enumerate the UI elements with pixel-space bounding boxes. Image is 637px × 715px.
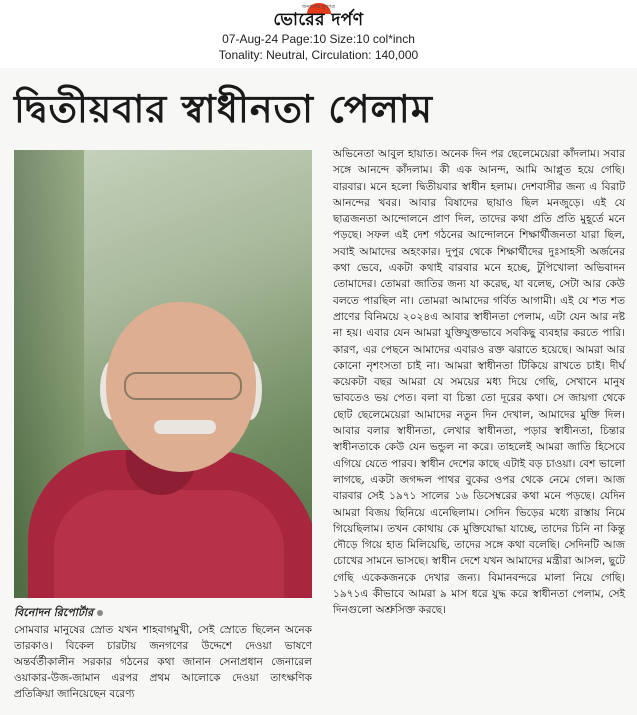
newspaper-logo: ভোরের দর্পণ [273, 10, 364, 30]
article-paragraph-left: সোমবার মানুষের স্রোত যখন শাহবাগমুখী, সেই স্রোতে ছিলেন অনেক তারকাও। বিকেল চারটায় জনগণের উদ্দেশে দেওয়া ভাষণে অন্তর্বর্তীকালীন সরকার গঠনের কথা জানান সেনাপ্রধান জেনারেল ওয়াকার-উজ-জামান এরপর প্রথম আলোকে দেওয়া তাৎক্ষণিক প্রতিক্রিয়া জানিয়েছেন বরেণ্য [14, 624, 312, 700]
glasses-icon [124, 372, 242, 400]
byline-text: বিনোদন রিপোর্টার [14, 606, 94, 619]
masthead-tagline: জনগণের মুখপত্র [301, 4, 336, 10]
masthead [0, 0, 637, 68]
article-headline: দ্বিতীয়বার স্বাধীনতা পেলাম [14, 86, 433, 131]
portrait-photo [14, 150, 312, 598]
clip-stats: Tonality: Neutral, Circulation: 140,000 [218, 48, 419, 62]
article-column-left [14, 622, 312, 702]
article-column-right [333, 146, 625, 619]
bullet-icon [97, 610, 103, 616]
clip-info: 07-Aug-24 Page:10 Size:10 col*inch [222, 32, 415, 46]
byline [14, 604, 103, 623]
article-paragraph-right: অভিনেতা আবুল হায়াত। অনেক দিন পর ছেলেমেয়েরা কাঁদলাম। সবার সঙ্গে আনন্দে কাঁদলাম। কী এক আনন্দ, আমি আপ্লুত হয়ে গেছি। বারবার। মনে হলো দ্বিতীয়বার স্বাধীন হলাম। দেশবাসীর জন্য এ বিরাট আনন্দের খবর। আবার বিষাদের ছায়াও ছিল মনজুড়ে। এই যে ছাত্রজনতা আন্দোলনে প্রাণ দিল, তাদের কথা প্রতি প্রতি মুহূর্তে মনে পড়ছে। সফল এই দেশ গঠনের আন্দোলনে শিক্ষার্থীজনতা যারা ছিল, সবাই আমাদের অহংকার। দুপুর থেকে শিক্ষার্থীদের দুঃসাহসী অর্জনের কথা ভেবে, একটা কথাই বারবার মনে হচ্ছে, টুপিখোলা অভিবাদন তোমাদের। তোমরা জাতির জন্য যা করেছ, যা বলেছ, সেটা আর কেউ বলতে পারছিল না। তোমরা আমাদের গর্বিত আগামী। এই যে শত শত প্রাণের বিনিময়ে ২০২৪এ আবার স্বাধীনতা পেলাম, এটা যেন আর নষ্ট না হয়। এবার যেন আমরা যুক্তিযুক্তভাবে সবকিছু ব্যবহার করতে পারি। কারণ, এর পেছনে আমাদের এবারও রক্ত ঝরাতে হয়েছে। আমরা আর কোনো নৃশংসতা চাই না। আমরা স্বাধীনতা টিকিয়ে রাখতে চাই। দীর্ঘ কয়েকটা বছর আমরা যে সময়ের মধ্য দিয়ে গেছি, সেখানে মানুষ ভাবতেও ভয় পেত। বলা বা চিন্তা তো দূরের কথা। সে জায়গা থেকে ছোট ছেলেমেয়েরা আমাদের নতুন দিন দেখাল, আমাদের মুক্তি দিল। আবার বলার স্বাধীনতা, লেখার স্বাধীনতা, পড়ার স্বাধীনতা, চিন্তার স্বাধীনতাকে কেউ যেন ভন্ডুল না করে। তাহলেই আমরা জাতি হিসেবে এগিয়ে যেতে পারব। স্বাধীন দেশের কাছে এটাই বড় চাওয়া। বেশ ভালো লাগছে, একটা জগদ্দল পাথর বুকের ওপর থেকে নেমে গেল। আজ বারবার সেই ১৯৭১ সালের ১৬ ডিসেম্বরের কথা মনে পড়ছে। যেদিন আমরা বিজয় ছিনিয়ে এনেছিলাম। সেদিন ভিড়ের মধ্যে রাস্তায় নিমে গিয়েছিলাম। তখন কোথায় কে মুক্তিযোদ্ধা যাচ্ছে, তাদের চিনি না কিন্তু দৌড়ে গিয়ে হাত মিলিয়েছি, তাদের সঙ্গে কথা বলেছি। সেদিনটি আজ চোখের সামনে ভাসছে। স্বাধীন দেশে যখন আমাদের মন্ত্রীরা আসল, ছুটে গেছি একেকজনকে দেখার জন্য। বিমানবন্দরে মালা নিয়ে গেছি। ১৯৭১এ কীভাবে আমরা ৯ মাস ধরে যুদ্ধ করে স্বাধীনতা পেলাম, সেই দিনগুলো অশ্রুসিক্ত করছে। [333, 148, 625, 617]
